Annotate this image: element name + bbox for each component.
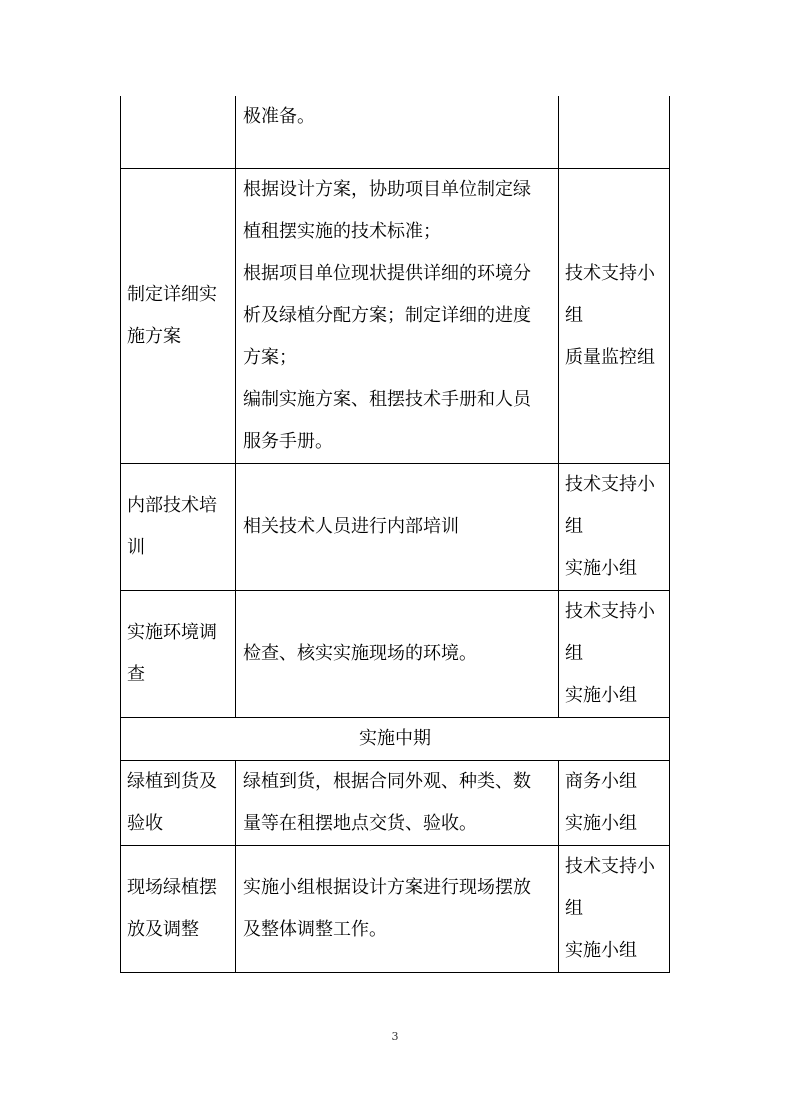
content-text: 绿植到货，根据合同外观、种类、数 量等在租摆地点交货、验收。 [243, 770, 531, 834]
team-cell [559, 96, 670, 168]
task-text: 制定详细实 施方案 [127, 283, 217, 347]
table-row [121, 590, 670, 717]
content-text: 检查、核实实施现场的环境。 [243, 642, 477, 664]
task-text: 绿植到货及 验收 [127, 770, 217, 834]
task-cell [121, 845, 236, 972]
table-row [121, 760, 670, 845]
team-cell [559, 590, 670, 717]
task-cell [121, 590, 236, 717]
team-text: 技术支持小 组 质量监控组 [565, 262, 655, 368]
content-cell [236, 760, 559, 845]
task-text: 内部技术培 训 [127, 494, 217, 558]
task-text: 实施环境调 查 [127, 621, 217, 685]
content-cell [236, 845, 559, 972]
content-text: 极准备。 [243, 106, 315, 127]
page-number: 3 [391, 1030, 399, 1043]
content-text: 相关技术人员进行内部培训 [243, 515, 459, 537]
table-row [121, 96, 670, 168]
task-cell [121, 760, 236, 845]
content-cell [236, 96, 559, 168]
team-cell [559, 168, 670, 463]
team-cell [559, 760, 670, 845]
table-row [121, 168, 670, 463]
team-text: 商务小组 实施小组 [565, 770, 637, 834]
content-cell [236, 590, 559, 717]
team-text: 技术支持小 组 实施小组 [565, 855, 655, 961]
team-text: 技术支持小 组 实施小组 [565, 600, 655, 706]
table-row [121, 463, 670, 590]
task-cell [121, 463, 236, 590]
content-text: 实施小组根据设计方案进行现场摆放 及整体调整工作。 [243, 876, 531, 940]
content-text: 根据设计方案，协助项目单位制定绿 植租摆实施的技术标准； 根据项目单位现状提供详细的环境分 析及绿植分配方案；制定详细的进度 方案； 编制实施方案、租摆技术手册和人员 服务手册。 [243, 178, 531, 452]
team-text: 技术支持小 组 实施小组 [565, 473, 655, 579]
phase-header: 实施中期 [121, 717, 670, 760]
implementation-plan-table [120, 96, 670, 973]
team-cell [559, 845, 670, 972]
content-cell [236, 168, 559, 463]
content-cell [236, 463, 559, 590]
table-row [121, 845, 670, 972]
task-text: 现场绿植摆 放及调整 [127, 876, 217, 940]
team-cell [559, 463, 670, 590]
task-cell [121, 96, 236, 168]
phase-header-row [121, 717, 670, 760]
task-cell [121, 168, 236, 463]
